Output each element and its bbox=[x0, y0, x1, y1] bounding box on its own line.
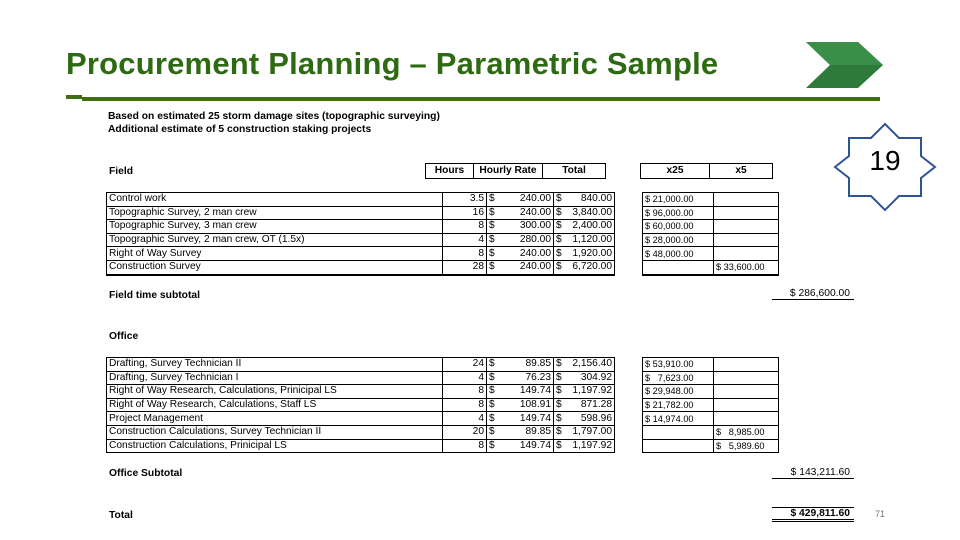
header-total: Total bbox=[543, 164, 606, 179]
table-row bbox=[643, 412, 779, 426]
rate-cell: 108.91 bbox=[497, 398, 554, 412]
x5-cell: $ 5,989.60 bbox=[714, 439, 779, 453]
total-label: Total bbox=[109, 510, 133, 521]
table-row bbox=[643, 439, 779, 453]
rate-cell: 240.00 bbox=[497, 206, 554, 220]
table-row bbox=[643, 425, 779, 439]
table-row bbox=[107, 193, 615, 207]
total-cell: 3,840.00 bbox=[564, 206, 615, 220]
total-sign-cell: $ bbox=[554, 398, 565, 412]
hours-cell: 8 bbox=[443, 398, 487, 412]
hours-cell: 8 bbox=[443, 439, 487, 453]
task-cell: Topographic Survey, 2 man crew, OT (1.5x) bbox=[107, 233, 443, 247]
rate-cell: 149.74 bbox=[497, 439, 554, 453]
x5-cell bbox=[714, 371, 779, 385]
office-subtotal-label: Office Subtotal bbox=[109, 468, 183, 479]
total-sign-cell: $ bbox=[554, 206, 565, 220]
table-row bbox=[643, 193, 779, 207]
rate-sign-cell: $ bbox=[487, 358, 498, 372]
rate-cell: 76.23 bbox=[497, 371, 554, 385]
x5-cell bbox=[714, 358, 779, 372]
rate-cell: 280.00 bbox=[497, 233, 554, 247]
task-cell: Right of Way Research, Calculations, Staff LS bbox=[107, 398, 443, 412]
total-value: $ 429,811.60 bbox=[772, 507, 854, 522]
total-cell: 1,797.00 bbox=[564, 425, 615, 439]
rate-cell: 240.00 bbox=[497, 247, 554, 261]
x25-cell: $ 29,948.00 bbox=[643, 385, 714, 399]
rate-sign-cell: $ bbox=[487, 385, 498, 399]
field-subtotal-value: $ 286,600.00 bbox=[772, 288, 854, 300]
x5-cell bbox=[714, 385, 779, 399]
x25-cell: $ 7,623.00 bbox=[643, 371, 714, 385]
total-sign-cell: $ bbox=[554, 260, 565, 274]
rate-cell: 149.74 bbox=[497, 412, 554, 426]
office-multiplier-table bbox=[642, 357, 779, 453]
total-cell: 1,120.00 bbox=[564, 233, 615, 247]
hours-cell: 8 bbox=[443, 385, 487, 399]
total-cell: 1,197.92 bbox=[564, 385, 615, 399]
slide-title: Procurement Planning – Parametric Sample bbox=[66, 46, 719, 81]
x5-cell bbox=[714, 206, 779, 220]
header-hourly-rate: Hourly Rate bbox=[474, 164, 543, 179]
x5-cell: $ 33,600.00 bbox=[714, 260, 779, 274]
header-hours: Hours bbox=[426, 164, 474, 179]
x25-cell: $ 53,910.00 bbox=[643, 358, 714, 372]
office-table bbox=[106, 357, 615, 453]
x5-cell bbox=[714, 247, 779, 261]
table-row bbox=[643, 398, 779, 412]
page-number: 71 bbox=[874, 509, 885, 519]
total-cell: 304.92 bbox=[564, 371, 615, 385]
rate-cell: 300.00 bbox=[497, 220, 554, 234]
hours-cell: 16 bbox=[443, 206, 487, 220]
total-sign-cell: $ bbox=[554, 439, 565, 453]
x5-cell: $ 8,985.00 bbox=[714, 425, 779, 439]
rate-cell: 240.00 bbox=[497, 193, 554, 207]
table-row bbox=[107, 412, 615, 426]
intro-line-1: Based on estimated 25 storm damage sites (topographic surveying) bbox=[108, 111, 440, 122]
total-sign-cell: $ bbox=[554, 247, 565, 261]
total-cell: 2,156.40 bbox=[564, 358, 615, 372]
field-header-table bbox=[425, 163, 606, 179]
x25-cell: $ 21,782.00 bbox=[643, 398, 714, 412]
rate-sign-cell: $ bbox=[487, 439, 498, 453]
hours-cell: 20 bbox=[443, 425, 487, 439]
multiplier-header-table bbox=[640, 163, 773, 179]
rate-sign-cell: $ bbox=[487, 371, 498, 385]
table-row bbox=[107, 233, 615, 247]
table-row bbox=[643, 247, 779, 261]
header-x5: x5 bbox=[710, 164, 773, 179]
header-x25: x25 bbox=[641, 164, 710, 179]
hours-cell: 3.5 bbox=[443, 193, 487, 207]
rate-sign-cell: $ bbox=[487, 247, 498, 261]
table-row bbox=[643, 358, 779, 372]
rate-sign-cell: $ bbox=[487, 260, 498, 274]
table-row bbox=[107, 385, 615, 399]
x25-cell: $ 28,000.00 bbox=[643, 233, 714, 247]
total-sign-cell: $ bbox=[554, 371, 565, 385]
table-row bbox=[643, 385, 779, 399]
hours-cell: 4 bbox=[443, 233, 487, 247]
rate-sign-cell: $ bbox=[487, 220, 498, 234]
task-cell: Control work bbox=[107, 193, 443, 207]
table-row bbox=[643, 233, 779, 247]
table-row bbox=[107, 260, 615, 274]
table-row bbox=[107, 439, 615, 453]
field-subtotal-label: Field time subtotal bbox=[109, 290, 200, 301]
total-sign-cell: $ bbox=[554, 412, 565, 426]
intro-line-2: Additional estimate of 5 construction staking projects bbox=[108, 124, 372, 135]
hours-cell: 4 bbox=[443, 412, 487, 426]
task-cell: Project Management bbox=[107, 412, 443, 426]
x25-cell: $ 60,000.00 bbox=[643, 220, 714, 234]
task-cell: Drafting, Survey Technician I bbox=[107, 371, 443, 385]
total-cell: 6,720.00 bbox=[564, 260, 615, 274]
total-cell: 871.28 bbox=[564, 398, 615, 412]
hours-cell: 8 bbox=[443, 220, 487, 234]
x25-cell bbox=[643, 439, 714, 453]
hours-cell: 8 bbox=[443, 247, 487, 261]
office-subtotal-value: $ 143,211.60 bbox=[772, 467, 854, 479]
task-cell: Topographic Survey, 2 man crew bbox=[107, 206, 443, 220]
total-cell: 2,400.00 bbox=[564, 220, 615, 234]
field-multiplier-table bbox=[642, 192, 779, 276]
total-sign-cell: $ bbox=[554, 385, 565, 399]
office-section-label: Office bbox=[109, 331, 139, 342]
total-cell: 840.00 bbox=[564, 193, 615, 207]
table-row bbox=[107, 371, 615, 385]
rate-cell: 89.85 bbox=[497, 425, 554, 439]
task-cell: Drafting, Survey Technician II bbox=[107, 358, 443, 372]
rate-cell: 149.74 bbox=[497, 385, 554, 399]
x25-cell: $ 48,000.00 bbox=[643, 247, 714, 261]
rate-sign-cell: $ bbox=[487, 193, 498, 207]
total-cell: 1,197.92 bbox=[564, 439, 615, 453]
rate-sign-cell: $ bbox=[487, 425, 498, 439]
title-rule-left bbox=[66, 95, 82, 99]
x25-cell bbox=[643, 425, 714, 439]
task-cell: Construction Calculations, Prinicipal LS bbox=[107, 439, 443, 453]
table-row bbox=[107, 247, 615, 261]
table-row bbox=[643, 260, 779, 274]
rate-sign-cell: $ bbox=[487, 398, 498, 412]
table-row bbox=[107, 425, 615, 439]
total-cell: 598.96 bbox=[564, 412, 615, 426]
table-row bbox=[107, 220, 615, 234]
x5-cell bbox=[714, 220, 779, 234]
total-cell: 1,920.00 bbox=[564, 247, 615, 261]
rate-sign-cell: $ bbox=[487, 233, 498, 247]
total-sign-cell: $ bbox=[554, 233, 565, 247]
title-rule bbox=[82, 97, 880, 101]
x25-cell bbox=[643, 260, 714, 274]
x25-cell: $ 21,000.00 bbox=[643, 193, 714, 207]
table-row bbox=[107, 358, 615, 372]
hours-cell: 28 bbox=[443, 260, 487, 274]
x25-cell: $ 96,000.00 bbox=[643, 206, 714, 220]
field-section-label: Field bbox=[109, 166, 134, 177]
x5-cell bbox=[714, 193, 779, 207]
total-sign-cell: $ bbox=[554, 220, 565, 234]
field-table bbox=[106, 192, 615, 276]
x25-cell: $ 14,974.00 bbox=[643, 412, 714, 426]
total-sign-cell: $ bbox=[554, 425, 565, 439]
x5-cell bbox=[714, 412, 779, 426]
badge-number: 19 bbox=[869, 145, 901, 176]
chevron-arrow-icon bbox=[806, 40, 886, 90]
rate-sign-cell: $ bbox=[487, 206, 498, 220]
hours-cell: 4 bbox=[443, 371, 487, 385]
rate-sign-cell: $ bbox=[487, 412, 498, 426]
rate-cell: 89.85 bbox=[497, 358, 554, 372]
total-sign-cell: $ bbox=[554, 193, 565, 207]
x5-cell bbox=[714, 233, 779, 247]
rate-cell: 240.00 bbox=[497, 260, 554, 274]
task-cell: Right of Way Research, Calculations, Prinicipal LS bbox=[107, 385, 443, 399]
table-row bbox=[643, 371, 779, 385]
total-sign-cell: $ bbox=[554, 358, 565, 372]
hours-cell: 24 bbox=[443, 358, 487, 372]
task-cell: Construction Calculations, Survey Technician II bbox=[107, 425, 443, 439]
table-row bbox=[643, 206, 779, 220]
task-cell: Construction Survey bbox=[107, 260, 443, 274]
table-row bbox=[107, 206, 615, 220]
table-row bbox=[643, 220, 779, 234]
x5-cell bbox=[714, 398, 779, 412]
task-cell: Right of Way Survey bbox=[107, 247, 443, 261]
task-cell: Topographic Survey, 3 man crew bbox=[107, 220, 443, 234]
table-row bbox=[107, 398, 615, 412]
